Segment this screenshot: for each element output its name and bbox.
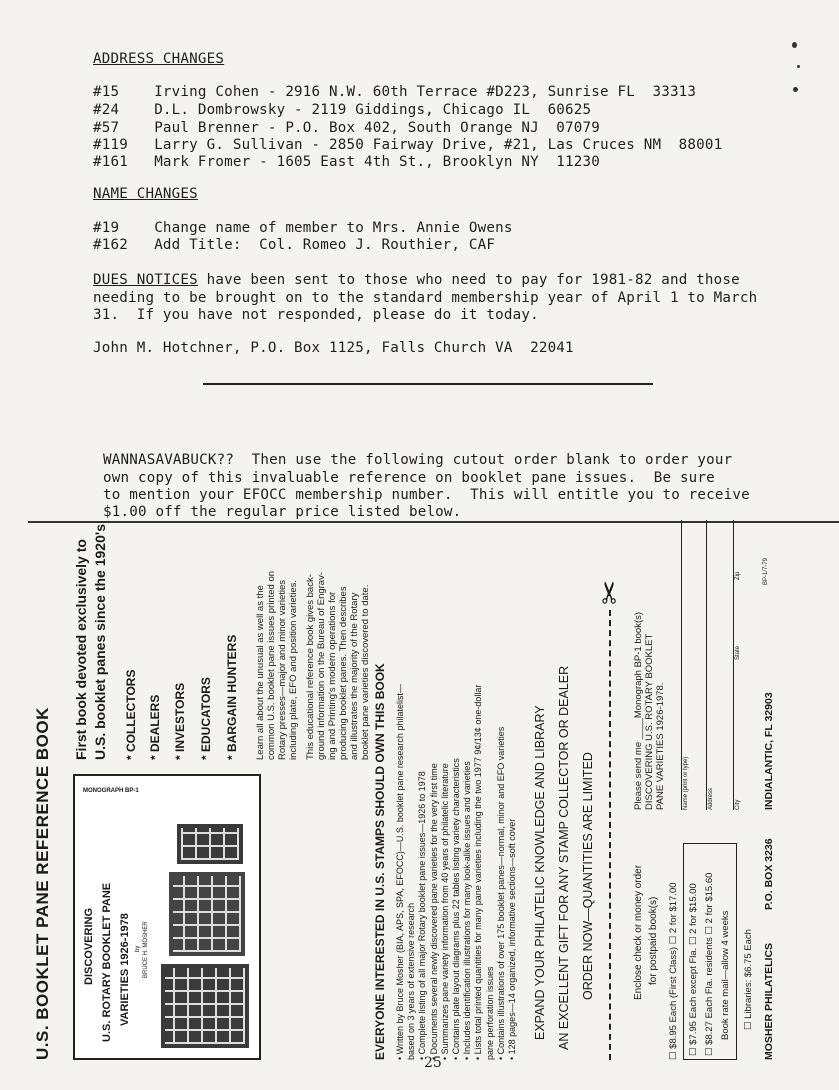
cover-monograph: MONOGRAPH BP-1 [83,788,139,794]
order-now-line: ORDER NOW—QUANTITIES ARE LIMITED [581,752,595,1000]
flyer-cut-line [28,521,839,523]
label-address: Address [708,787,714,810]
name-entry: #19 Change name of member to Mrs. Annie Owens [93,220,513,236]
enclose-line2: for postpaid book(s) [648,896,659,985]
audience-dealers: * DEALERS [148,694,162,760]
order-intro-line: WANNASAVABUCK?? Then use the following cutout order blank to order your [103,452,733,468]
dues-notices-lead: DUES NOTICES [93,272,198,288]
cut-line [609,610,611,1060]
order-intro-line: $1.00 off the regular price listed below. [103,504,462,520]
name-changes-heading: NAME CHANGES [93,186,198,202]
dues-paragraph-line3: 31. If you have not responded, please do it today. [93,307,539,323]
price-line: Book rate mail—allow 4 weeks [720,910,731,1040]
name-entry: #162 Add Title: Col. Romeo J. Routhier, CAF [93,237,496,253]
audience-bargain-hunters: * BARGAIN HUNTERS [225,634,239,760]
city-line: INDIALANTIC, FL 32903 [763,692,775,810]
cover-author: BRUCE H. MOSHER [143,921,149,978]
signature-line: John M. Hotchner, P.O. Box 1125, Falls Church VA 22041 [93,340,574,356]
address-entry: #119 Larry G. Sullivan - 2850 Fairway Drive, #21, Las Cruces NM 88001 [93,137,723,153]
please-send: Please send me ____Monograph BP-1 book(s) DISCOVERING U.S. ROTARY BOOKLET PANE VARIETIES 1926-1978. [633,611,666,810]
address-changes-heading: ADDRESS CHANGES [93,51,225,67]
publisher: MOSHER PHILATELICS [763,942,775,1060]
speck [793,87,798,92]
stamp-pane-art [161,790,249,1048]
expand-line: EXPAND YOUR PHILATELIC KNOWLEDGE AND LIBRARY [533,705,547,1040]
address-entry: #57 Paul Brenner - P.O. Box 402, South Orange NJ 07079 [93,120,601,136]
tagline-2: U.S. booklet panes since the 1920's [92,524,108,760]
audience-collectors: * COLLECTORS [124,669,138,760]
form-line-address [706,520,707,810]
dues-paragraph-line2: needing to be brought on to the standard membership year of April 1 to March [93,290,758,306]
order-intro-line: own copy of this invaluable reference on booklet pane issues. Be sure [103,470,715,486]
price-line: ☐ $8.27 Each Fla. residents ☐ 2 for $15.60 [704,872,715,1056]
dues-paragraph-line1 [93,272,740,288]
everyone-heading: EVERYONE INTERESTED IN U.S. STAMPS SHOULD OWN THIS BOOK [373,663,387,1060]
audience-educators: * EDUCATORS [199,677,213,760]
speck [797,65,800,68]
dues-text: have been sent to those who need to pay for 1981-82 and those [197,272,740,288]
speck [792,42,797,48]
price-line: ☐ $8.95 Each (First Class) ☐ 2 for $17.00 [668,882,679,1060]
para-educational: This educational reference book gives back- ground information on the Bureau of Engrav- ing and Printing's modern operations for producing booklet panes. Then describes and illustrates the majority of the Rotary booklet pane varieties discovered to date. [305,571,371,760]
address-entry: #15 Irving Cohen - 2916 N.W. 60th Terrace #D223, Sunrise FL 33313 [93,84,697,100]
form-line-name [681,520,682,810]
scissors-icon: ✂ [594,579,627,605]
cover-line1: DISCOVERING [83,907,95,985]
label-state: State [735,645,741,660]
cover-line2: U.S. ROTARY BOOKLET PANE [101,882,113,1042]
address-entry: #161 Mark Fromer - 1605 East 4th St., Brooklyn NY 11230 [93,154,601,170]
feature-bullets: • Written by Bruce Mosher (BIA, APS, SPA, EFOCC)—U.S. booklet pane research philatelist— based on 3 years of extensive research • Complete listing of all major Rotary booklet pane issues—1926 to 1978 • Documents several newly discovered pane varieties for the very first time • Summarizes pane variety information from 40 years of philatelic literature • Contains plate layout diagrams plus 22 tables listing variety characteristics • Includes identification illustrations for many look-alike issues and varieties • Lists total printed quantities for many pane varieties including the two 1977 9¢/13¢ one-dollar pane perforation issues • Contains illustrations of over 175 booklet panes—normal, minor and EFO varieties • 128 pages—14 organized, informative sections—soft cover [395,684,518,1060]
book-cover-art [81,788,251,1050]
page-number: 25 [424,1055,442,1071]
po-box: P.O. BOX 3236 [763,838,775,910]
para-learn: Learn all about the unusual as well as the common U.S. booklet pane issues printed on Rotary presses—major and minor varieties including plate, EFO and position varieties. [255,570,299,760]
price-line: ☐ $7.95 Each except Fla. ☐ 2 for $15.00 [688,883,699,1056]
label-city: City [735,799,741,810]
section-divider [203,383,653,385]
cover-by: by [135,945,141,952]
address-entry: #24 D.L. Dombrowsky - 2119 Giddings, Chicago IL 60625 [93,102,592,118]
label-name: Name (print or type) [683,756,689,810]
price-line: ☐ Libraries: $6.75 Each [743,929,754,1030]
flyer-code: BP-1/7-79 [763,557,769,585]
flyer-title: U.S. BOOKLET PANE REFERENCE BOOK [33,707,52,1060]
enclose-line1: Enclose check or money order [633,864,644,1000]
cover-line3: VARIETIES 1926-1978 [119,913,131,1026]
audience-investors: * INVESTORS [173,682,187,760]
book-cover-image [73,774,261,1060]
order-intro-line: to mention your EFOCC membership number. This will entitle you to receive [103,487,750,503]
gift-line: AN EXCELLENT GIFT FOR ANY STAMP COLLECTOR OR DEALER [557,665,571,1050]
label-zip: Zip [735,571,741,580]
tagline-1: First book devoted exclusively to [73,539,89,760]
booklet-flyer [33,525,833,1060]
form-line-city [733,520,734,810]
